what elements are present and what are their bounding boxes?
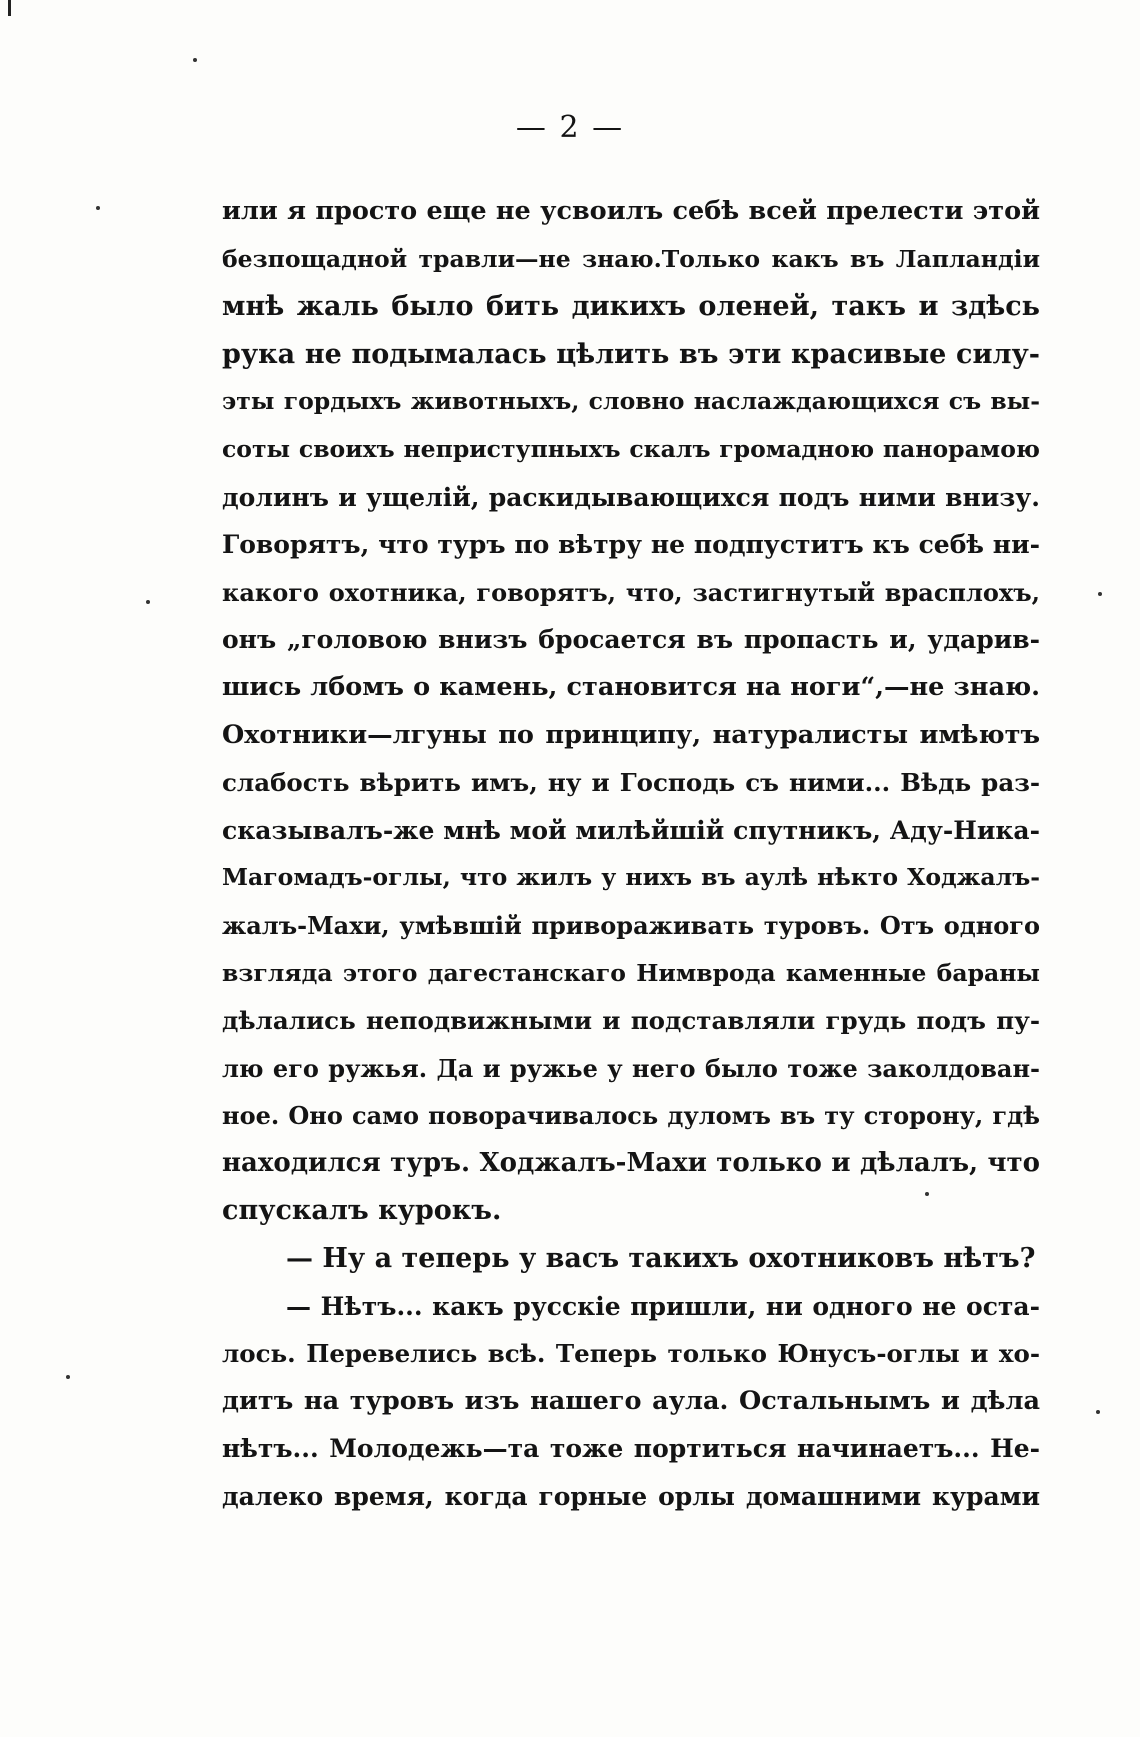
text-line: нѣтъ... Молодежь—та тоже портиться начинаетъ... Не- <box>222 1434 1040 1464</box>
scan-speck <box>66 1375 70 1379</box>
text-line: какого охотника, говорятъ, что, застигнутый врасплохъ, <box>222 577 1040 607</box>
paragraph-end-line: спускалъ курокъ. <box>222 1195 502 1227</box>
text-line: Говорятъ, что туръ по вѣтру не подпуститъ къ себѣ ни- <box>222 530 1040 560</box>
page-number: — 2 — <box>515 110 625 145</box>
dialogue-line: — Ну а теперь у васъ такихъ охотниковъ нѣтъ? <box>286 1243 1036 1275</box>
text-line: дитъ на туровъ изъ нашего аула. Остальнымъ и дѣла <box>222 1385 1040 1416</box>
text-line: Магомадъ-оглы, что жилъ у нихъ въ аулѣ нѣкто Ходжалъ- <box>222 863 1040 892</box>
text-line: соты своихъ неприступныхъ скалъ громадною панорамою <box>222 434 1040 463</box>
scan-speck <box>146 600 150 604</box>
text-line: слабость вѣрить имъ, ну и Господь съ ними... Вѣдь раз- <box>222 768 1040 798</box>
scan-speck <box>193 58 197 62</box>
text-line: лю его ружья. Да и ружье у него было тоже заколдован- <box>222 1053 1040 1083</box>
dialogue-line: — Нѣтъ... какъ русскіе пришли, ни одного не оста- <box>286 1291 1040 1321</box>
text-line: онъ „головою внизъ бросается въ пропасть и, ударив- <box>222 625 1040 655</box>
body-text <box>222 188 1040 1521</box>
text-line: находился туръ. Ходжалъ-Махи только и дѣлалъ, что <box>222 1147 1040 1178</box>
text-line: лось. Перевелись всѣ. Теперь только Юнусъ-оглы и хо- <box>222 1339 1040 1369</box>
scan-edge-mark <box>8 0 11 16</box>
text-line: рука не подымалась цѣлить въ эти красивые силу- <box>222 338 1040 370</box>
text-line: безпощадной травли—не знаю.Только какъ въ Лапландіи <box>222 244 1040 273</box>
text-line: долинъ и ущелій, раскидывающихся подъ ними внизу. <box>222 482 1040 512</box>
text-line: жалъ-Махи, умѣвшій привораживать туровъ. Отъ одного <box>222 910 1040 940</box>
text-line: сказывалъ-же мнѣ мой милѣйшій спутникъ, Аду-Ника- <box>222 815 1040 845</box>
text-line: эты гордыхъ животныхъ, словно наслаждающихся съ вы- <box>222 387 1040 416</box>
scan-speck <box>1098 592 1102 596</box>
text-line: далеко время, когда горные орлы домашними курами <box>222 1482 1040 1512</box>
text-line: Охотники—лгуны по принципу, натуралисты имѣютъ <box>222 719 1040 750</box>
scan-speck <box>1096 1410 1100 1414</box>
scan-speck <box>96 206 100 210</box>
text-line: ное. Оно само поворачивалось дуломъ въ ту сторону, гдѣ <box>222 1101 1040 1131</box>
text-line: мнѣ жаль было бить дикихъ оленей, такъ и здѣсь <box>222 291 1040 323</box>
text-line: взгляда этого дагестанскаго Нимврода каменные бараны <box>222 958 1040 987</box>
text-line: или я просто еще не усвоилъ себѣ всей прелести этой <box>222 196 1040 226</box>
text-line: шись лбомъ о камень, становится на ноги“,—не знаю. <box>222 671 1040 702</box>
text-line: дѣлались неподвижными и подставляли грудь подъ пу- <box>222 1006 1040 1036</box>
